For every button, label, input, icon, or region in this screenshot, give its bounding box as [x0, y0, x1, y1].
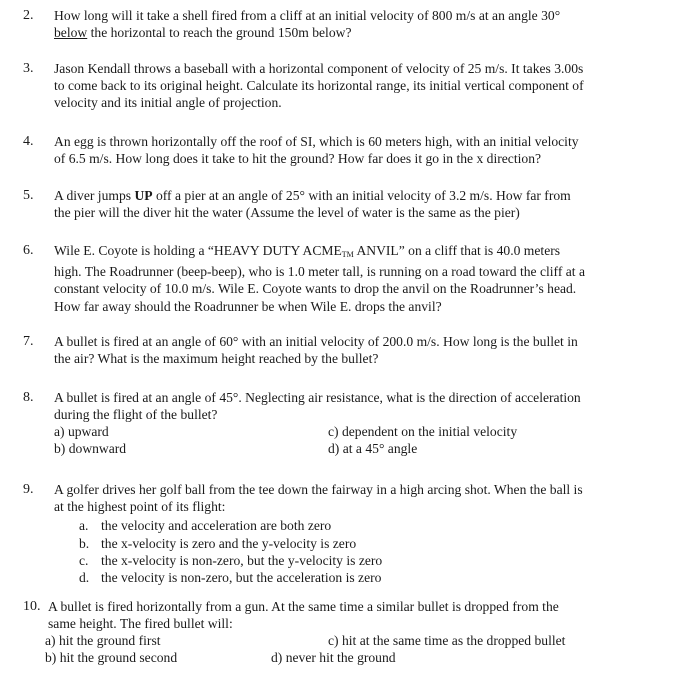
item-letter: c. — [79, 552, 89, 568]
question-text-fragment: Wile E. Coyote is holding a “HEAVY DUTY ACME — [54, 243, 342, 258]
question-text-fragment: ANVIL” on a cliff that is 40.0 meters — [353, 243, 561, 258]
answer-list — [79, 517, 653, 586]
question-4 — [23, 133, 653, 167]
bold-word: UP — [134, 188, 153, 203]
question-text-line: A bullet is fired at an angle of 45°. Neglecting air resistance, what is the direction of acceleration — [54, 390, 581, 405]
list-item — [79, 535, 653, 552]
question-text-line: A golfer drives her golf ball from the tee down the fairway in a high arcing shot. When the ball is — [54, 482, 583, 497]
item-letter: b. — [79, 535, 90, 551]
option-b: b) hit the ground second — [45, 650, 178, 666]
item-text: the velocity and acceleration are both zero — [101, 518, 332, 534]
question-text-line: How long will it take a shell fired from a cliff at an initial velocity of 800 m/s at an angle 30° — [54, 8, 561, 23]
question-text-line: of 6.5 m/s. How long does it take to hit the ground? How far does it go in the x direction? — [54, 151, 542, 167]
question-number: 4. — [23, 134, 34, 149]
option-c: c) hit at the same time as the dropped bullet — [328, 633, 566, 649]
option-c: c) dependent on the initial velocity — [328, 424, 518, 440]
question-text-line — [54, 24, 653, 41]
list-item — [79, 569, 653, 586]
item-text: the velocity is non-zero, but the acceleration is zero — [101, 570, 382, 586]
option-a: a) hit the ground first — [45, 633, 161, 649]
item-text: the x-velocity is non-zero, but the y-velocity is zero — [101, 552, 383, 568]
question-number: 3. — [23, 61, 34, 76]
question-text-line: How far away should the Roadrunner be when Wile E. drops the anvil? — [54, 298, 442, 314]
question-text-line — [54, 187, 653, 204]
underlined-word: below — [54, 25, 88, 41]
question-text-fragment: the horizontal to reach the ground 150m below? — [87, 25, 352, 41]
question-number: 8. — [23, 390, 34, 405]
question-9 — [23, 481, 653, 586]
answer-options — [45, 632, 653, 666]
option-a: a) upward — [54, 424, 109, 440]
question-text-line: to come back to its original height. Calculate its horizontal range, its initial vertical component of — [54, 78, 584, 94]
question-number: 10. — [23, 599, 41, 614]
question-text-fragment: off a pier at an angle of 25° with an initial velocity of 3.2 m/s. How far from — [152, 188, 571, 203]
question-text-line: A bullet is fired at an angle of 60° with an initial velocity of 200.0 m/s. How long is the bullet in — [54, 334, 578, 349]
question-3 — [23, 60, 653, 112]
question-6 — [23, 242, 653, 315]
option-d: d) never hit the ground — [271, 650, 396, 666]
question-text-line: Jason Kendall throws a baseball with a horizontal component of velocity of 25 m/s. It takes 3.00s — [54, 61, 584, 76]
item-text: the x-velocity is zero and the y-velocity is zero — [101, 535, 357, 551]
question-number: 9. — [23, 482, 34, 497]
question-text-line: A bullet is fired horizontally from a gun. At the same time a similar bullet is dropped from the — [48, 599, 559, 614]
item-letter: d. — [79, 570, 90, 586]
question-text-line: velocity and its initial angle of projection. — [54, 95, 282, 111]
question-text-line: during the flight of the bullet? — [54, 407, 218, 423]
trademark-subscript: TM — [341, 250, 354, 259]
question-text-line: the pier will the diver hit the water (Assume the level of water is the same as the pier) — [54, 205, 520, 221]
question-7 — [23, 333, 653, 367]
question-text-line: An egg is thrown horizontally off the roof of SI, which is 60 meters high, with an initial velocity — [54, 134, 579, 149]
question-number: 2. — [23, 8, 34, 23]
answer-options — [54, 423, 653, 457]
question-text-line: the air? What is the maximum height reached by the bullet? — [54, 351, 379, 367]
question-number: 5. — [23, 188, 34, 203]
question-5 — [23, 187, 653, 221]
question-text-line: at the highest point of its flight: — [54, 499, 226, 515]
question-number: 6. — [23, 243, 34, 258]
question-number: 7. — [23, 334, 34, 349]
list-item — [79, 552, 653, 569]
question-text-line: high. The Roadrunner (beep-beep), who is 1.0 meter tall, is running on a road toward the cliff at a — [54, 264, 586, 280]
question-text-line: same height. The fired bullet will: — [48, 616, 233, 632]
item-letter: a. — [79, 518, 89, 534]
option-b: b) downward — [54, 441, 127, 457]
question-8 — [23, 389, 653, 457]
question-text-line: constant velocity of 10.0 m/s. Wile E. Coyote wants to drop the anvil on the Roadrunner’s head. — [54, 281, 577, 297]
question-text-fragment: A diver jumps — [54, 188, 135, 203]
option-d: d) at a 45° angle — [328, 441, 418, 457]
question-2 — [23, 7, 653, 41]
list-item — [79, 517, 653, 534]
question-text-line — [54, 242, 653, 263]
question-10 — [23, 598, 653, 666]
